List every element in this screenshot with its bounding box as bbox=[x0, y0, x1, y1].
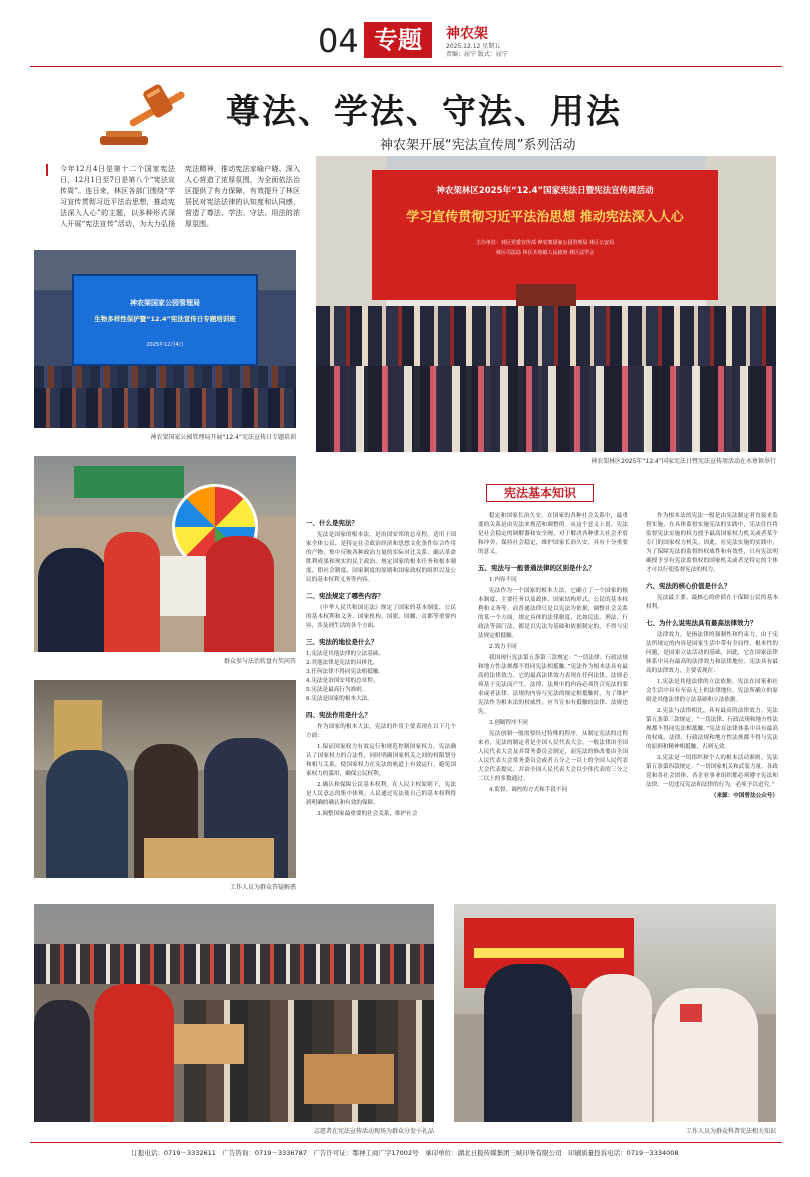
knowledge-paragraph: 4.监督、调控的方式和手段不同 bbox=[489, 787, 568, 793]
knowledge-paragraph: 1.保证国家权力有效运行和规范控制国家权力。宪法确认了国家权力的合法性，同时明确国家机关之间的权限划分和相互关系，使国家权力在宪法的轨道上有效运行，避免国家权力的滥用，确保公民权利。 bbox=[306, 744, 456, 777]
photo-training bbox=[34, 250, 296, 428]
banner-slogan: 学习宣传贯彻习近平法治思想 推动宪法深入人心 bbox=[406, 210, 684, 225]
knowledge-heading: 五、宪法与一般普通法律的区别是什么？ bbox=[478, 564, 595, 572]
screen-line-1: 神农架国家公园管理局 bbox=[130, 299, 200, 307]
caption-main-event: 神农架林区2025年“12.4”国家宪法日暨宪法宣传周活动在木鱼镇举行 bbox=[591, 458, 776, 465]
gavel-icon bbox=[96, 84, 196, 148]
knowledge-paragraph: 稳定和国家长治久安。在国家的各种社会关系中，最重要的关系是由宪法来规范和调整的。从这个意义上说，宪法是社会稳定的调解器和安全阀，对于解决各种重大社会矛盾和冲突，保持社会稳定，维护国家长治久安，具有十分重要的意义。 bbox=[478, 513, 628, 555]
photo-qa bbox=[34, 680, 296, 878]
knowledge-list-item: 6.宪法是国家的根本大法。 bbox=[306, 696, 373, 702]
knowledge-paragraph: 1.宪法是其他法律的立法依据。宪法在国家和社会生活中具有至高无上的法律地位，宪法所确立的原则是其他法律的立法基础和立法依据。 bbox=[646, 679, 778, 703]
photo-wheel-quiz bbox=[34, 456, 296, 652]
masthead-rule bbox=[30, 66, 782, 67]
masthead bbox=[0, 0, 810, 66]
knowledge-heading: 七、为什么说宪法具有最高法律效力？ bbox=[646, 619, 757, 627]
section-tag: 专题 bbox=[364, 22, 432, 58]
page-number: 04 bbox=[318, 22, 359, 60]
knowledge-column-3 bbox=[646, 512, 778, 803]
banner-hosts: 主办单位：林区党委宣传部 神农架国家公园管理局 林区公安局 bbox=[475, 240, 615, 246]
knowledge-paragraph: 宪法最主要、最核心的价值在于保障公民的基本权利。 bbox=[646, 595, 778, 610]
knowledge-paragraph: 宪法作为一个国家的根本大法，它确立了一个国家的根本制度、主要任务以及政体、国家结构形式、公民的基本权利和义务等。而普通法律只是以宪法为依据，调整社会关系的某一个方面，规定具体的法律制度，比如民法、刑法、行政法等部门法，都是以宪法为基础和依据制定的，不得与宪法规定相抵触。 bbox=[478, 588, 628, 639]
knowledge-paragraph: 宪法是国家的根本法，是治国安邦的总章程，适用于国家全体公民，是特定社会政治经济和思想文化条件综合作用的产物，集中反映各种政治力量的实际对比关系，确认革命胜利成果和现实的民主政治，规定国家的根本任务和根本制度，即社会制度、国家制度的原则和国家政权的组织以及公民的基本权利义务等内容。 bbox=[306, 532, 456, 583]
photo-outreach bbox=[454, 904, 776, 1122]
knowledge-paragraph: 2.确认和保障公民基本权利。在人民主权原则下，宪法是人民意志的集中体现。人民通过宪法使自己的基本权利得到明确的确认和有效的保障。 bbox=[306, 782, 456, 806]
knowledge-list-item: 1.宪法是其他法律的立法基础。 bbox=[306, 651, 385, 657]
footer-info: 订报电话：0719－3332611 广告咨询：0719－3336787 广告许可证：鄂神工商广字17002号 承印单位：湖北日报传媒集团三峡印务有限公司 印刷质量投诉电话：0719－3334008 bbox=[131, 1149, 679, 1157]
banner-hosts-2: 林区司法局 林区木鱼镇人民政府 林区法学会 bbox=[495, 250, 595, 256]
knowledge-paragraph: 法律效力，是指法律的强制性和约束力，由于宪法所规定的内容是国家生活中带有全局性、根本性的问题，是国家立法活动的基础，因此，它在国家法律体系中具有最高的法律效力和法律地位。宪法具有最高的法律效力，主要表现在： bbox=[646, 632, 778, 674]
screen-line-2: 生物多样性保护暨“12.4”宪法宣传日专题培训班 bbox=[94, 315, 236, 323]
footer-rule bbox=[30, 1142, 782, 1143]
caption-training: 神农架国家公园管理局开展“12.4”宪法宣传日专题培训 bbox=[150, 434, 296, 441]
knowledge-heading: 四、宪法作用是什么？ bbox=[306, 711, 371, 719]
subheadline: 神农架开展“宪法宣传周”系列活动 bbox=[380, 138, 576, 153]
photo-gifts bbox=[34, 904, 434, 1122]
knowledge-paragraph: 我国现行宪法第五条第三款规定：“一切法律、行政法规和地方性法规都不得同宪法相抵触。”宪法作为根本法具有最高的法律效力。它的最高法律效力表现在任何法律、法规必须基于宪法而产生，法律、法规中的内容必须符合宪法的要求或者法律、法规的内容与宪法的规定相抵触时，为了维护宪法作为根本法的权威性，应当宣布有抵触的法律、法规违宪。 bbox=[478, 655, 628, 715]
knowledge-column-1 bbox=[306, 512, 456, 821]
date-line-2: 责编：屈宁 版式：屈宁 bbox=[446, 51, 508, 58]
knowledge-paragraph: 作为国家的根本大法，宪法的作用主要表现在以下几个方面： bbox=[306, 724, 456, 739]
knowledge-list-item: 4.宪法是治国安邦的总章程。 bbox=[306, 678, 379, 684]
knowledge-list-item: 5.宪法是最高行为准则。 bbox=[306, 687, 368, 693]
knowledge-paragraph: 2.效力不同 bbox=[489, 644, 517, 650]
knowledge-heading: 六、宪法的核心价值是什么？ bbox=[646, 582, 731, 590]
knowledge-paragraph: 3.宪法是一切组织和个人的根本活动准则。宪法第五条第四款规定：“一切国家机关和武装力量、各政党和各社会团体、各企业事业组织都必须遵守宪法和法律。一切违反宪法和法律的行为，必须予以追究。” bbox=[646, 755, 778, 788]
caption-outreach: 工作人员为群众科普宪法相关知识 bbox=[685, 1128, 776, 1135]
event-banner bbox=[372, 170, 718, 300]
intro-marker bbox=[46, 164, 48, 176]
date-line-1: 2025.12.12 星期五 bbox=[446, 43, 501, 50]
knowledge-paragraph: 作为根本法的宪法一般是由宪法制定者直接来监督实施，在具体监督实施宪法的实践中，宪法往往将监督宪法实施的权力授予最高国家权力机关或者某个专门的国家权力机关。因此，在宪法实施的实践中，为了保障宪法的监督的权威性和有效性，只有宪法明确授予享有宪法监督权的国家机关或者是特定的主体才可以行使监督宪法的权力。 bbox=[646, 513, 778, 573]
knowledge-title: 宪法基本知识 bbox=[486, 484, 594, 502]
knowledge-paragraph: 宪法创制一般需要经过特殊的程序，从制定宪法的过程来看，宪法的制定者是全国人民代表大会，一般法律由全国人民代表大会及其常务委员会制定，而宪法的修改要由全国人民代表大会常务委员会或者五分之一以上的全国人民代表大会代表提议，并由全国人民代表大会以全体代表的三分之二以上的多数通过。 bbox=[478, 731, 628, 782]
knowledge-paragraph: 2.宪法与法律相比，具有最高的法律效力。宪法第五条第三款规定：“一切法律、行政法规和地方性法规都不得同宪法相抵触。”宪法在法律体系中具有最高的权威，法律、行政法规和地方性法规都不得与宪法的原则和精神相抵触，否则无效。 bbox=[646, 708, 778, 750]
headline: 尊法、学法、守法、用法 bbox=[226, 92, 622, 132]
knowledge-paragraph: 3.调整国家最重要的社会关系，维护社会 bbox=[317, 811, 418, 817]
knowledge-column-2 bbox=[478, 512, 628, 797]
training-screen bbox=[72, 274, 258, 366]
knowledge-source: （来源：中国普法公众号） bbox=[710, 793, 778, 799]
caption-gifts: 志愿者在宪法宣传活动现场为群众分发小礼品 bbox=[313, 1128, 434, 1135]
knowledge-paragraph: 《中华人民共和国宪法》规定了国家的基本制度、公民的基本权利和义务、国家机构、国旗、国徽、首都等重要内容，涉及到生活的各个方面。 bbox=[306, 605, 456, 629]
knowledge-heading: 一、什么是宪法？ bbox=[306, 519, 358, 527]
knowledge-list-item: 2.其他法律是宪法的具体化。 bbox=[306, 660, 379, 666]
screen-date: 2025年12月4日 bbox=[146, 342, 184, 348]
knowledge-heading: 二、宪法规定了哪些内容？ bbox=[306, 592, 384, 600]
date-line bbox=[446, 43, 508, 59]
knowledge-paragraph: 3.创制程序不同 bbox=[489, 720, 528, 726]
banner-title: 神农架林区2025年“12.4”国家宪法日暨宪法宣传周活动 bbox=[436, 186, 654, 196]
intro-text: 今年12月4日是第十二个国家宪法日，12月1日至7日是第八个“宪法宣传周”。连日来，林区各部门围绕“学习宣传贯彻习近平法治思想，推动宪法深入人心”的主题，以多种形式深入开展“宪法宣传”活动，为大力弘扬宪法精神，推动宪法家喻户晓、深入人心营造了浓厚氛围，为全面依法治区提供了有力保障，有效提升了林区居民对宪法法律的认知度和认同感，营造了尊法、学法、守法、用法的浓厚氛围。 bbox=[60, 165, 300, 228]
photo-main-event bbox=[316, 156, 776, 452]
caption-wheel-quiz: 群众参与法治转盘有奖问答 bbox=[223, 658, 296, 665]
paper-logo: 神农架 bbox=[446, 26, 488, 42]
knowledge-heading: 三、宪法的地位是什么？ bbox=[306, 638, 378, 646]
knowledge-list-item: 3.任何法律不得同宪法相抵触。 bbox=[306, 669, 385, 675]
knowledge-paragraph: 1.内容不同 bbox=[489, 577, 517, 583]
caption-qa: 工作人员为群众答疑解惑 bbox=[229, 884, 296, 891]
